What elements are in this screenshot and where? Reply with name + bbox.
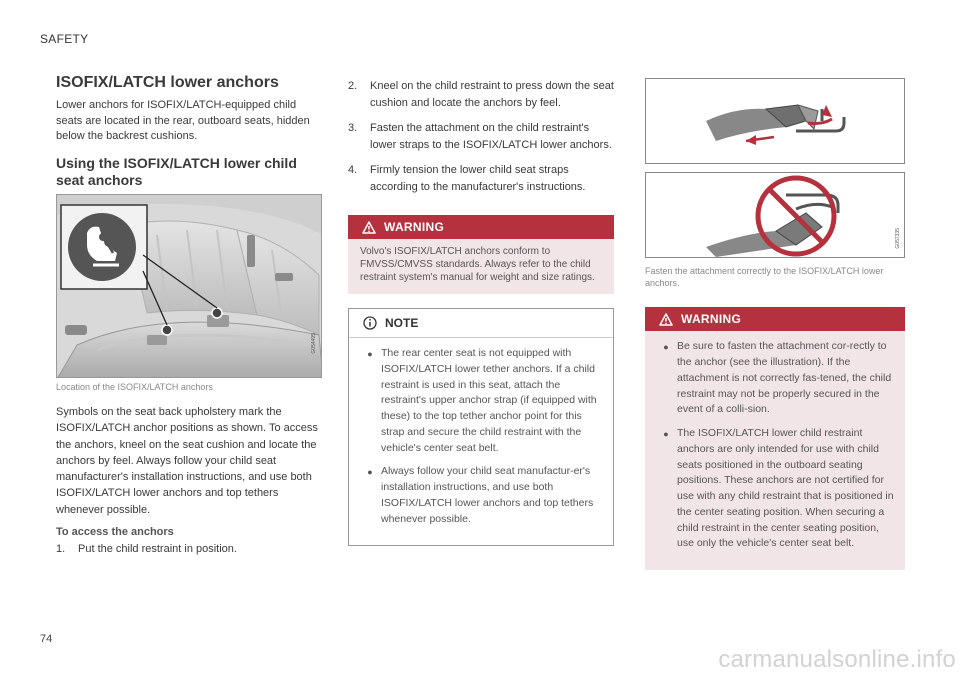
warning-triangle-icon xyxy=(362,221,376,234)
step-item xyxy=(56,541,322,558)
note-label: NOTE xyxy=(385,316,419,330)
incorrect-attachment-panel xyxy=(645,172,905,258)
note-item-text: The rear center seat is not equipped with ISOFIX/LATCH lower tether anchors. If a child restraint is used in this seat, attach the restraint's upper anchor strap (if equipped with these) to the top tether anchor point for this strap and secure the child restraint with the vehicle's center seat belt. xyxy=(381,347,597,454)
attachment-diagram xyxy=(645,78,905,258)
warning-item xyxy=(655,339,895,418)
step-text: Put the child restraint in position. xyxy=(78,542,237,555)
body-paragraph: Symbols on the seat back upholstery mark the ISOFIX/LATCH anchor positions as shown. To access the anchors, kneel on the seat cushion and locate the anchors by feel. Always follow your child seat manufacturer's installation instructions, and use both ISOFIX/LATCH lower anchors and top tethers whenever possible. xyxy=(56,406,318,516)
bullet-icon: ● xyxy=(367,349,373,359)
column-2 xyxy=(348,78,614,546)
warning-box xyxy=(348,215,614,294)
warning-header xyxy=(645,307,905,331)
bullet-icon: ● xyxy=(663,342,669,353)
anchor-location-photo xyxy=(56,194,322,378)
watermark: carmanualsonline.info xyxy=(718,646,956,673)
note-header xyxy=(349,309,613,338)
page-number: 74 xyxy=(40,633,53,645)
image-code: G057335 xyxy=(895,228,901,249)
correct-attachment-illustration xyxy=(646,79,905,164)
section-header: SAFETY xyxy=(40,32,89,46)
step-text: Fasten the attachment on the child restraint's lower straps to the ISOFIX/LATCH lower anchors. xyxy=(370,122,612,151)
step-number: 1. xyxy=(56,542,66,555)
note-item xyxy=(359,346,603,456)
warning-label: WARNING xyxy=(384,220,445,234)
step-item xyxy=(348,120,614,153)
access-heading: To access the anchors xyxy=(56,525,174,538)
note-item xyxy=(359,464,603,527)
intro-paragraph: Lower anchors for ISOFIX/LATCH-equipped child seats are located in the rear, outboard seats, hidden below the backrest cushions. xyxy=(56,99,310,143)
warning-item-text: Be sure to fasten the attachment cor-rectly to the anchor (see the illustration). If the attachment is not correctly fas-tened, the child restraint may not be properly secured in the event of a colli-sion. xyxy=(677,340,892,416)
warning-item-text: The ISOFIX/LATCH lower child restraint anchors are only intended for use with child seats positioned in the outboard seating positions. These anchors are not certified for use with any child restraint that is positioned in the center seating position. When securing a child restraint in the center seating position, use only the vehicle's center seat belt. xyxy=(677,427,894,550)
bullet-icon: ● xyxy=(367,467,373,478)
column-1 xyxy=(56,74,322,566)
note-item-text: Always follow your child seat manufactur-er's installation instructions, and use both ISOFIX/LATCH lower anchors and top tethers whenever possible. xyxy=(381,465,594,525)
rear-seat-illustration xyxy=(57,195,322,378)
note-box xyxy=(348,308,614,546)
step-number: 3. xyxy=(348,122,358,134)
anchor-symbol-left xyxy=(162,325,172,335)
step-item xyxy=(348,162,614,195)
image-code: G054495 xyxy=(311,332,317,354)
image-caption: Location of the ISOFIX/LATCH anchors xyxy=(56,382,213,393)
warning-item xyxy=(655,426,895,552)
warning-text: Volvo's ISOFIX/LATCH anchors conform to FMVSS/CMVSS standards. Always refer to the child restraint system's manual for weight and size ratings. xyxy=(360,246,595,283)
step-number: 4. xyxy=(348,164,358,176)
step-number: 2. xyxy=(348,80,358,92)
warning-header xyxy=(348,215,614,239)
correct-attachment-panel xyxy=(645,78,905,164)
step-text: Firmly tension the lower child seat straps according to the manufacturer's instructions. xyxy=(370,164,586,193)
warning-label: WARNING xyxy=(681,312,742,327)
step-text: Kneel on the child restraint to press down the seat cushion and locate the anchors by feel. xyxy=(370,80,614,109)
anchor-symbol-right xyxy=(212,308,222,318)
info-icon xyxy=(363,316,377,330)
incorrect-attachment-illustration xyxy=(646,173,905,258)
warning-box xyxy=(645,307,905,570)
step-item xyxy=(348,78,614,111)
warning-triangle-icon xyxy=(659,313,673,326)
column-3 xyxy=(645,78,905,570)
section-subtitle: Using the ISOFIX/LATCH lower child seat anchors xyxy=(56,154,297,188)
image-caption: Fasten the attachment correctly to the ISOFIX/LATCH lower anchors. xyxy=(645,266,884,288)
bullet-icon: ● xyxy=(663,429,669,440)
page-title: ISOFIX/LATCH lower anchors xyxy=(56,74,279,91)
